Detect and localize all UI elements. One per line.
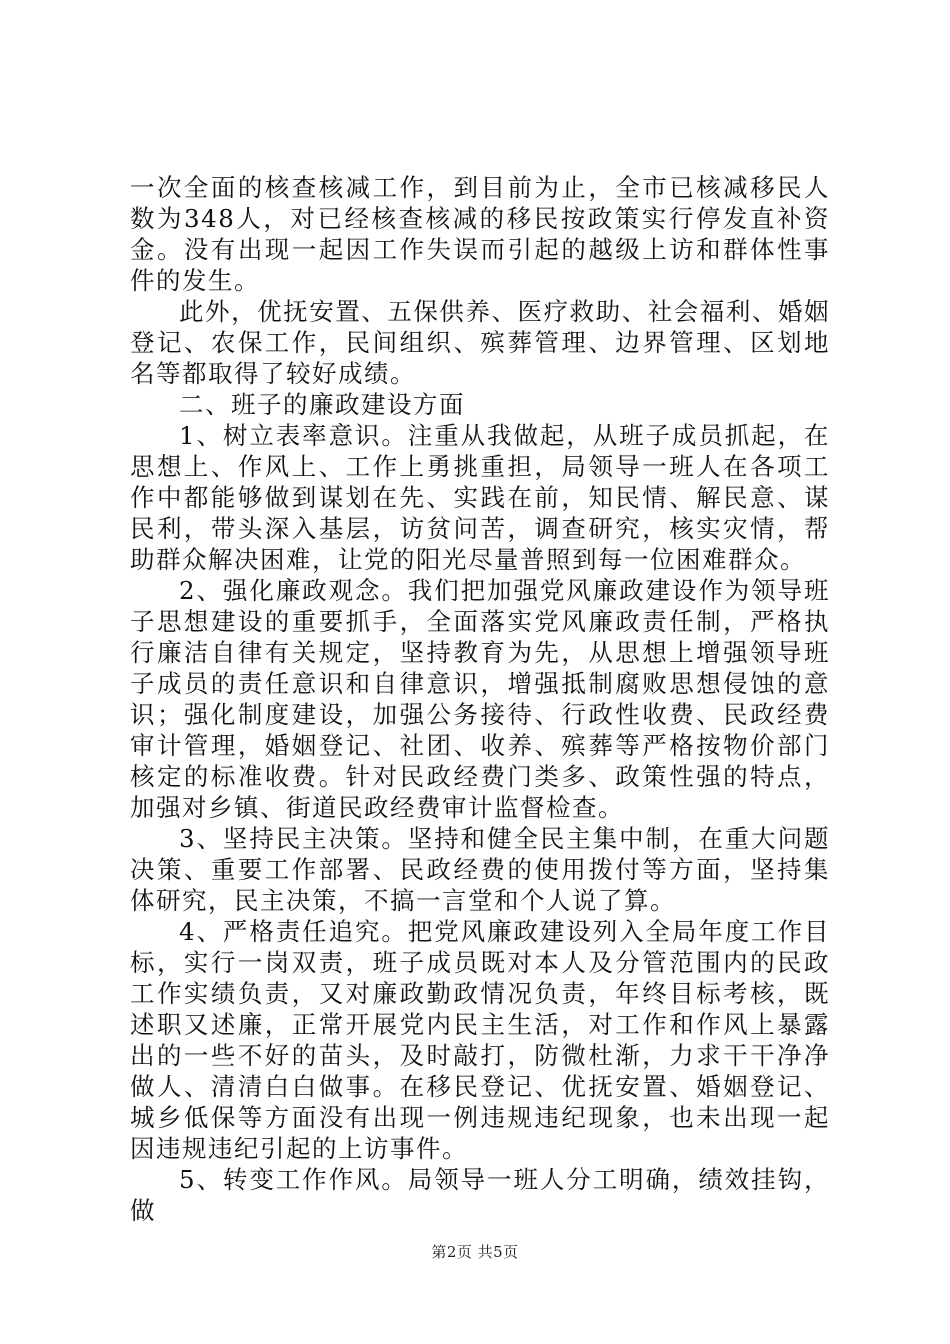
paragraph-item-5: 5、转变工作作风。局领导一班人分工明确，绩效挂钩，做 [130, 1165, 830, 1225]
section-heading: 二、班子的廉政建设方面 [179, 390, 465, 419]
paragraph-item-2: 2、强化廉政观念。我们把加强党风廉政建设作为领导班子思想建设的重要抓手，全面落实党风廉政责任制，严格执行廉洁自律有关规定，坚持教育为先，从思想上增强领导班子成员的责任意识和自律意识，增强抵制腐败思想侵蚀的意识；强化制度建设，加强公务接待、行政性收费、民政经费审计管理，婚姻登记、社团、收养、殡葬等严格按物价部门核定的标准收费。针对民政经费门类多、政策性强的特点，加强对乡镇、街道民政经费审计监督检查。 [130, 576, 830, 822]
paragraph-item-1: 1、树立表率意识。注重从我做起，从班子成员抓起，在思想上、作风上、工作上勇挑重担，局领导一班人在各项工作中都能够做到谋划在先、实践在前，知民情、解民意、谋民利，带头深入基层，访贫问苦，调查研究，核实灾情，帮助群众解决困难，让党的阳光尽量普照到每一位困难群众。 [130, 421, 830, 574]
paragraph-item-3: 3、坚持民主决策。坚持和健全民主集中制，在重大问题决策、重要工作部署、民政经费的使用拨付等方面，坚持集体研究，民主决策，不搞一言堂和个人说了算。 [130, 824, 830, 915]
document-body [130, 172, 830, 1226]
paragraph-2: 此外，优抚安置、五保供养、医疗救助、社会福利、婚姻登记、农保工作，民间组织、殡葬管理、边界管理、区划地名等都取得了较好成绩。 [130, 297, 830, 388]
paragraph-item-4: 4、严格责任追究。把党风廉政建设列入全局年度工作目标，实行一岗双责，班子成员既对本人及分管范围内的民政工作实绩负责，又对廉政勤政情况负责，年终目标考核，既述职又述廉，正常开展党内民主生活，对工作和作风上暴露出的一些不好的苗头，及时敲打，防微杜渐，力求干干净净做人、清清白白做事。在移民登记、优抚安置、婚姻登记、城乡低保等方面没有出现一例违规违纪现象，也未出现一起因违规违纪引起的上访事件。 [130, 917, 830, 1163]
page-number-footer: 第2页 共5页 [431, 1243, 519, 1261]
paragraph-1: 一次全面的核查核减工作，到目前为止，全市已核减移民人数为348人，对已经核查核减的移民按政策实行停发直补资金。没有出现一起因工作失误而引起的越级上访和群体性事件的发生。 [130, 173, 830, 295]
